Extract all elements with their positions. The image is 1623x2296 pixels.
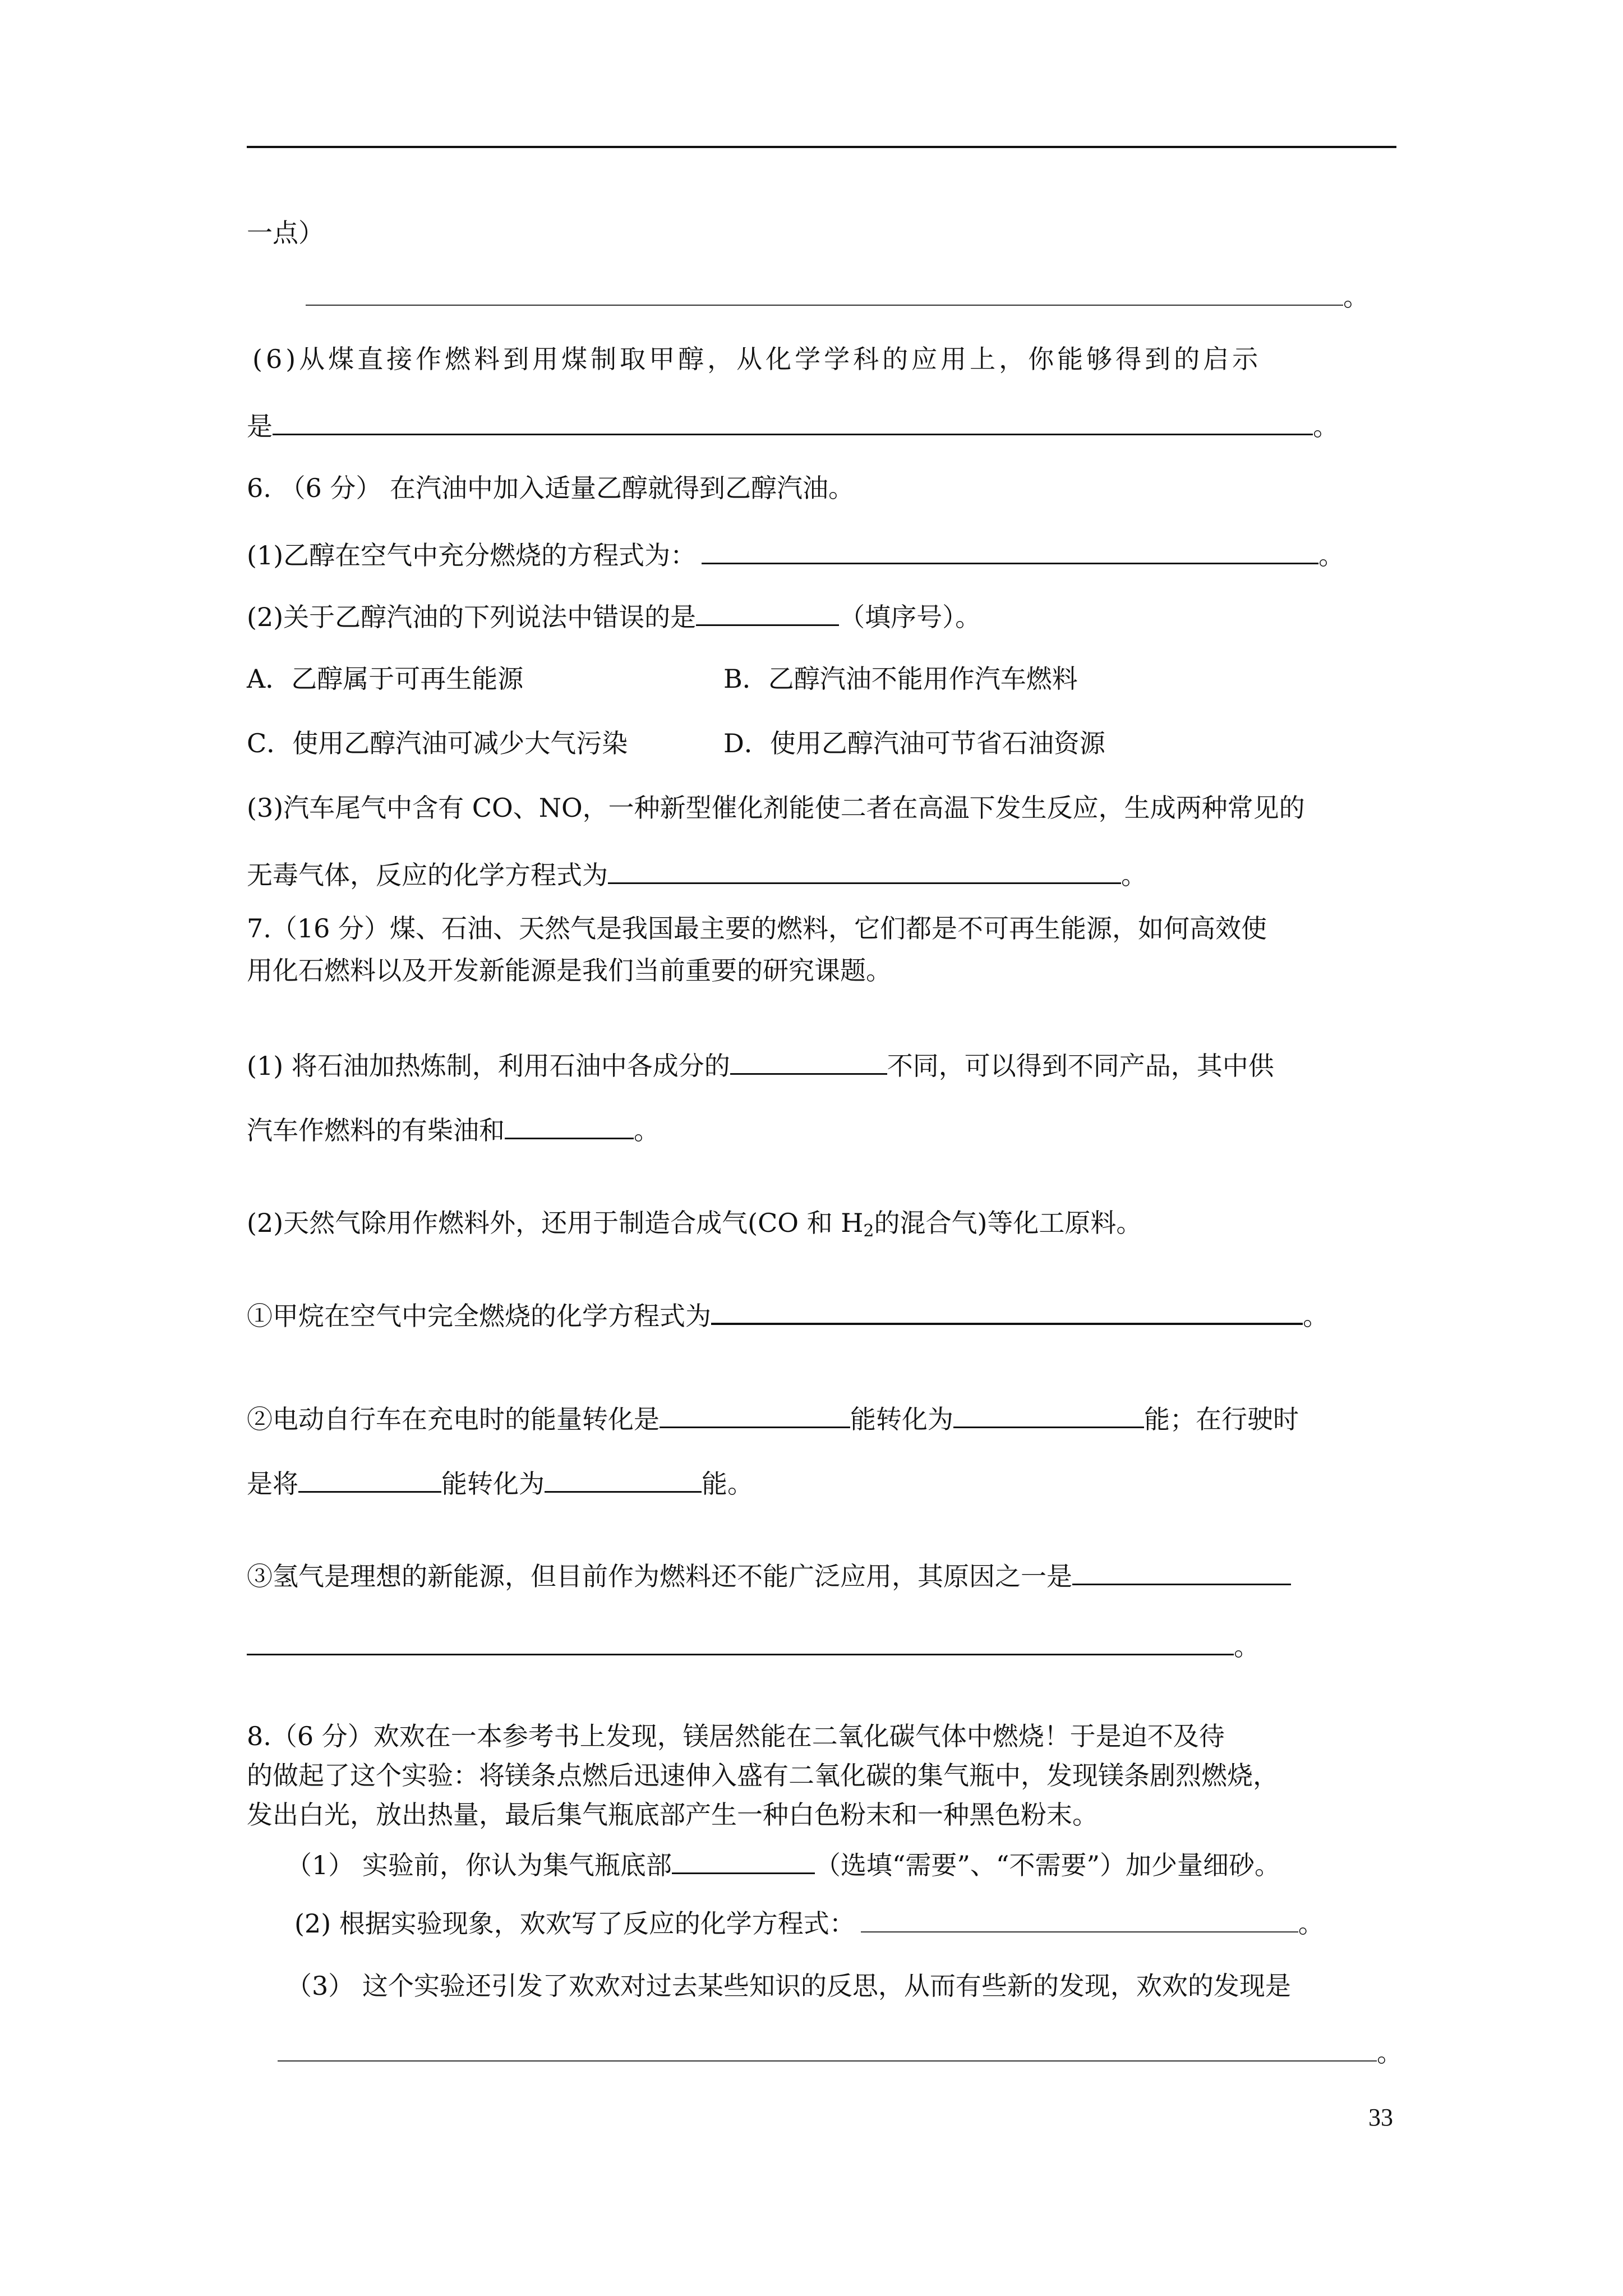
option-d: D．使用乙醇汽油可节省石油资源: [723, 728, 1105, 758]
answer-blank[interactable]: [505, 1111, 634, 1139]
header-rule: [247, 146, 1396, 148]
q6-2: (2)关于乙醇汽油的下列说法中错误的是 （填序号）。: [247, 597, 981, 634]
answer-blank[interactable]: [608, 855, 1121, 884]
q7-item-3: ③氢气是理想的新能源，但目前作为燃料还不能广泛应用，其原因之一是: [247, 1557, 1291, 1593]
q8-3: （3） 这个实验还引发了欢欢对过去某些知识的反思，从而有些新的发现，欢欢的发现是: [286, 1971, 1291, 2001]
answer-blank[interactable]: [730, 1046, 887, 1075]
q5-6-line-a: (6)从煤直接作燃料到用煤制取甲醇，从化学学科的应用上，你能够得到的启示: [252, 344, 1262, 374]
q8-line-c: 发出白光，放出热量，最后集气瓶底部产生一种白色粉末和一种黑色粉末。: [247, 1800, 1098, 1830]
q6-3-line-b: 无毒气体，反应的化学方程式为 。: [247, 855, 1147, 892]
answer-blank[interactable]: [1072, 1557, 1291, 1585]
q8-1: （1） 实验前，你认为集气瓶底部 （选填“需要”、“不需要”）加少量细砂。: [286, 1846, 1280, 1882]
q6-1: (1)乙醇在空气中充分燃烧的方程式为： 。: [247, 536, 1344, 572]
answer-blank[interactable]: [278, 2033, 1377, 2062]
q6-options-row1: [247, 662, 523, 696]
q8-line-b: 的做起了这个实验：将镁条点燃后迅速伸入盛有二氧化碳的集气瓶中，发现镁条剧烈燃烧，: [247, 1760, 1279, 1791]
answer-blank[interactable]: [306, 278, 1343, 306]
line-continuation: 一点）: [247, 218, 324, 248]
option-b: B．乙醇汽油不能用作汽车燃料: [723, 664, 1078, 694]
option-a: A．乙醇属于可再生能源: [247, 664, 524, 694]
q6-heading: 6. （6 分） 在汽油中加入适量乙醇就得到乙醇汽油。: [247, 473, 855, 503]
q7-2: (2)天然气除用作燃料外，还用于制造合成气(CO 和 $H_2$的混合气)等化工原料。: [247, 1208, 1142, 1241]
q7-item-2-line-a: ②电动自行车在充电时的能量转化是 能转化为 能；在行驶时: [247, 1400, 1299, 1436]
answer-blank[interactable]: [861, 1904, 1298, 1932]
answer-blank[interactable]: [672, 1846, 815, 1874]
q7-item-1: ①甲烷在空气中完全燃烧的化学方程式为 。: [247, 1296, 1329, 1333]
answer-blank[interactable]: [660, 1400, 850, 1428]
answer-blank[interactable]: [298, 1464, 441, 1493]
answer-blank[interactable]: [696, 597, 839, 626]
q6-options-row2: [247, 726, 628, 760]
q7-1-line-b: 汽车作燃料的有柴油和 。: [247, 1111, 660, 1147]
option-c: C．使用乙醇汽油可减少大气污染: [247, 728, 628, 758]
answer-blank[interactable]: [247, 1627, 1234, 1655]
answer-blank[interactable]: [953, 1400, 1144, 1428]
q7-heading-b: 用化石燃料以及开发新能源是我们当前重要的研究课题。: [247, 955, 892, 986]
q7-item-2-line-b: 是将 能转化为 能。: [247, 1464, 753, 1501]
answer-blank[interactable]: [545, 1464, 702, 1493]
q7-heading-a: 7.（16 分）煤、石油、天然气是我国最主要的燃料，它们都是不可再生能源，如何高效使: [247, 913, 1267, 944]
answer-blank[interactable]: [702, 536, 1318, 564]
answer-blank[interactable]: [711, 1296, 1303, 1325]
q8-3-answer-line: 。: [278, 2033, 1403, 2069]
q7-item-3-continuation: 。: [247, 1627, 1260, 1663]
q8-line-a: 8.（6 分）欢欢在一本参考书上发现，镁居然能在二氧化碳气体中燃烧！于是迫不及待: [247, 1721, 1225, 1751]
q5-6-line-b: 是 。: [247, 407, 1339, 443]
page-number: 33: [1368, 2104, 1393, 2131]
q7-1-line-a: (1) 将石油加热炼制，利用石油中各成分的 不同，可以得到不同产品，其中供: [247, 1046, 1274, 1083]
answer-line-q5-5: 。: [306, 278, 1369, 314]
q8-2: (2) 根据实验现象，欢欢写了反应的化学方程式： 。: [294, 1904, 1324, 1940]
answer-blank[interactable]: [273, 407, 1313, 435]
q6-3-line-a: (3)汽车尾气中含有 CO、NO，一种新型催化剂能使二者在高温下发生反应，生成两种常见的: [247, 793, 1305, 823]
